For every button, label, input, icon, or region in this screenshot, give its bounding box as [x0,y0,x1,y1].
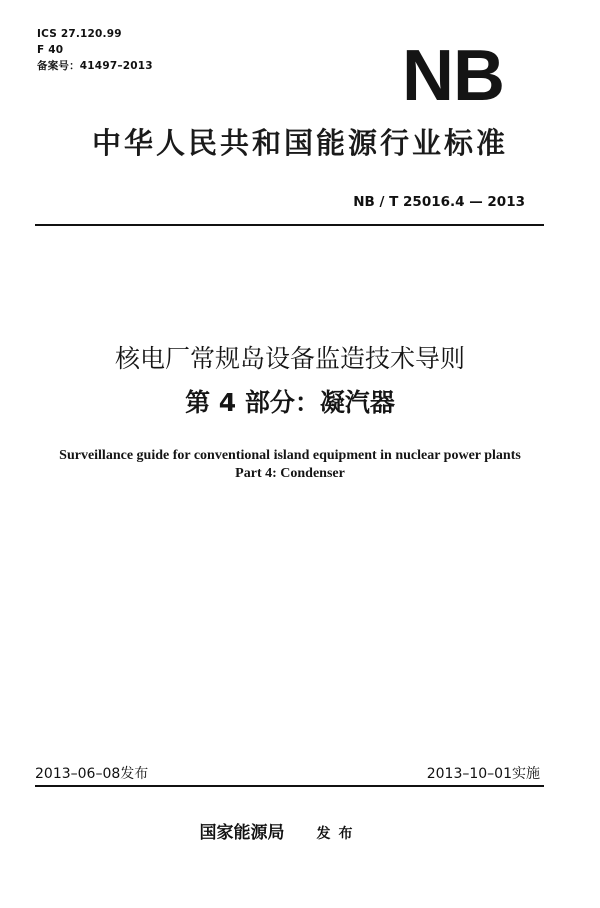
organization-title: 中华人民共和国能源行业标准 [91,126,508,160]
issuer-name: 国家能源局 [199,823,285,843]
ccs-code: F 40 [37,44,64,56]
title-chinese-line2: 第 4 部分：凝汽器 [185,388,395,417]
implementation-date: 2013–10–01实施 [426,766,540,782]
title-english-line1: Surveillance guide for conventional island equipment in nuclear power plants [59,448,521,463]
issue-date: 2013–06–08发布 [35,766,149,782]
title-chinese-line1: 核电厂常规岛设备监造技术导则 [114,344,465,373]
nb-logo: NB [402,36,504,116]
classification-block [37,26,153,74]
bottom-divider [35,785,544,787]
issuer-verb: 发布 [316,826,361,842]
title-english-line2: Part 4: Condenser [235,466,345,481]
issuer-line [0,818,560,843]
top-divider [35,224,544,226]
filing-number: 备案号：41497–2013 [37,60,153,72]
standard-code: NB / T 25016.4 — 2013 [353,194,525,210]
ics-code: ICS 27.120.99 [37,28,122,40]
